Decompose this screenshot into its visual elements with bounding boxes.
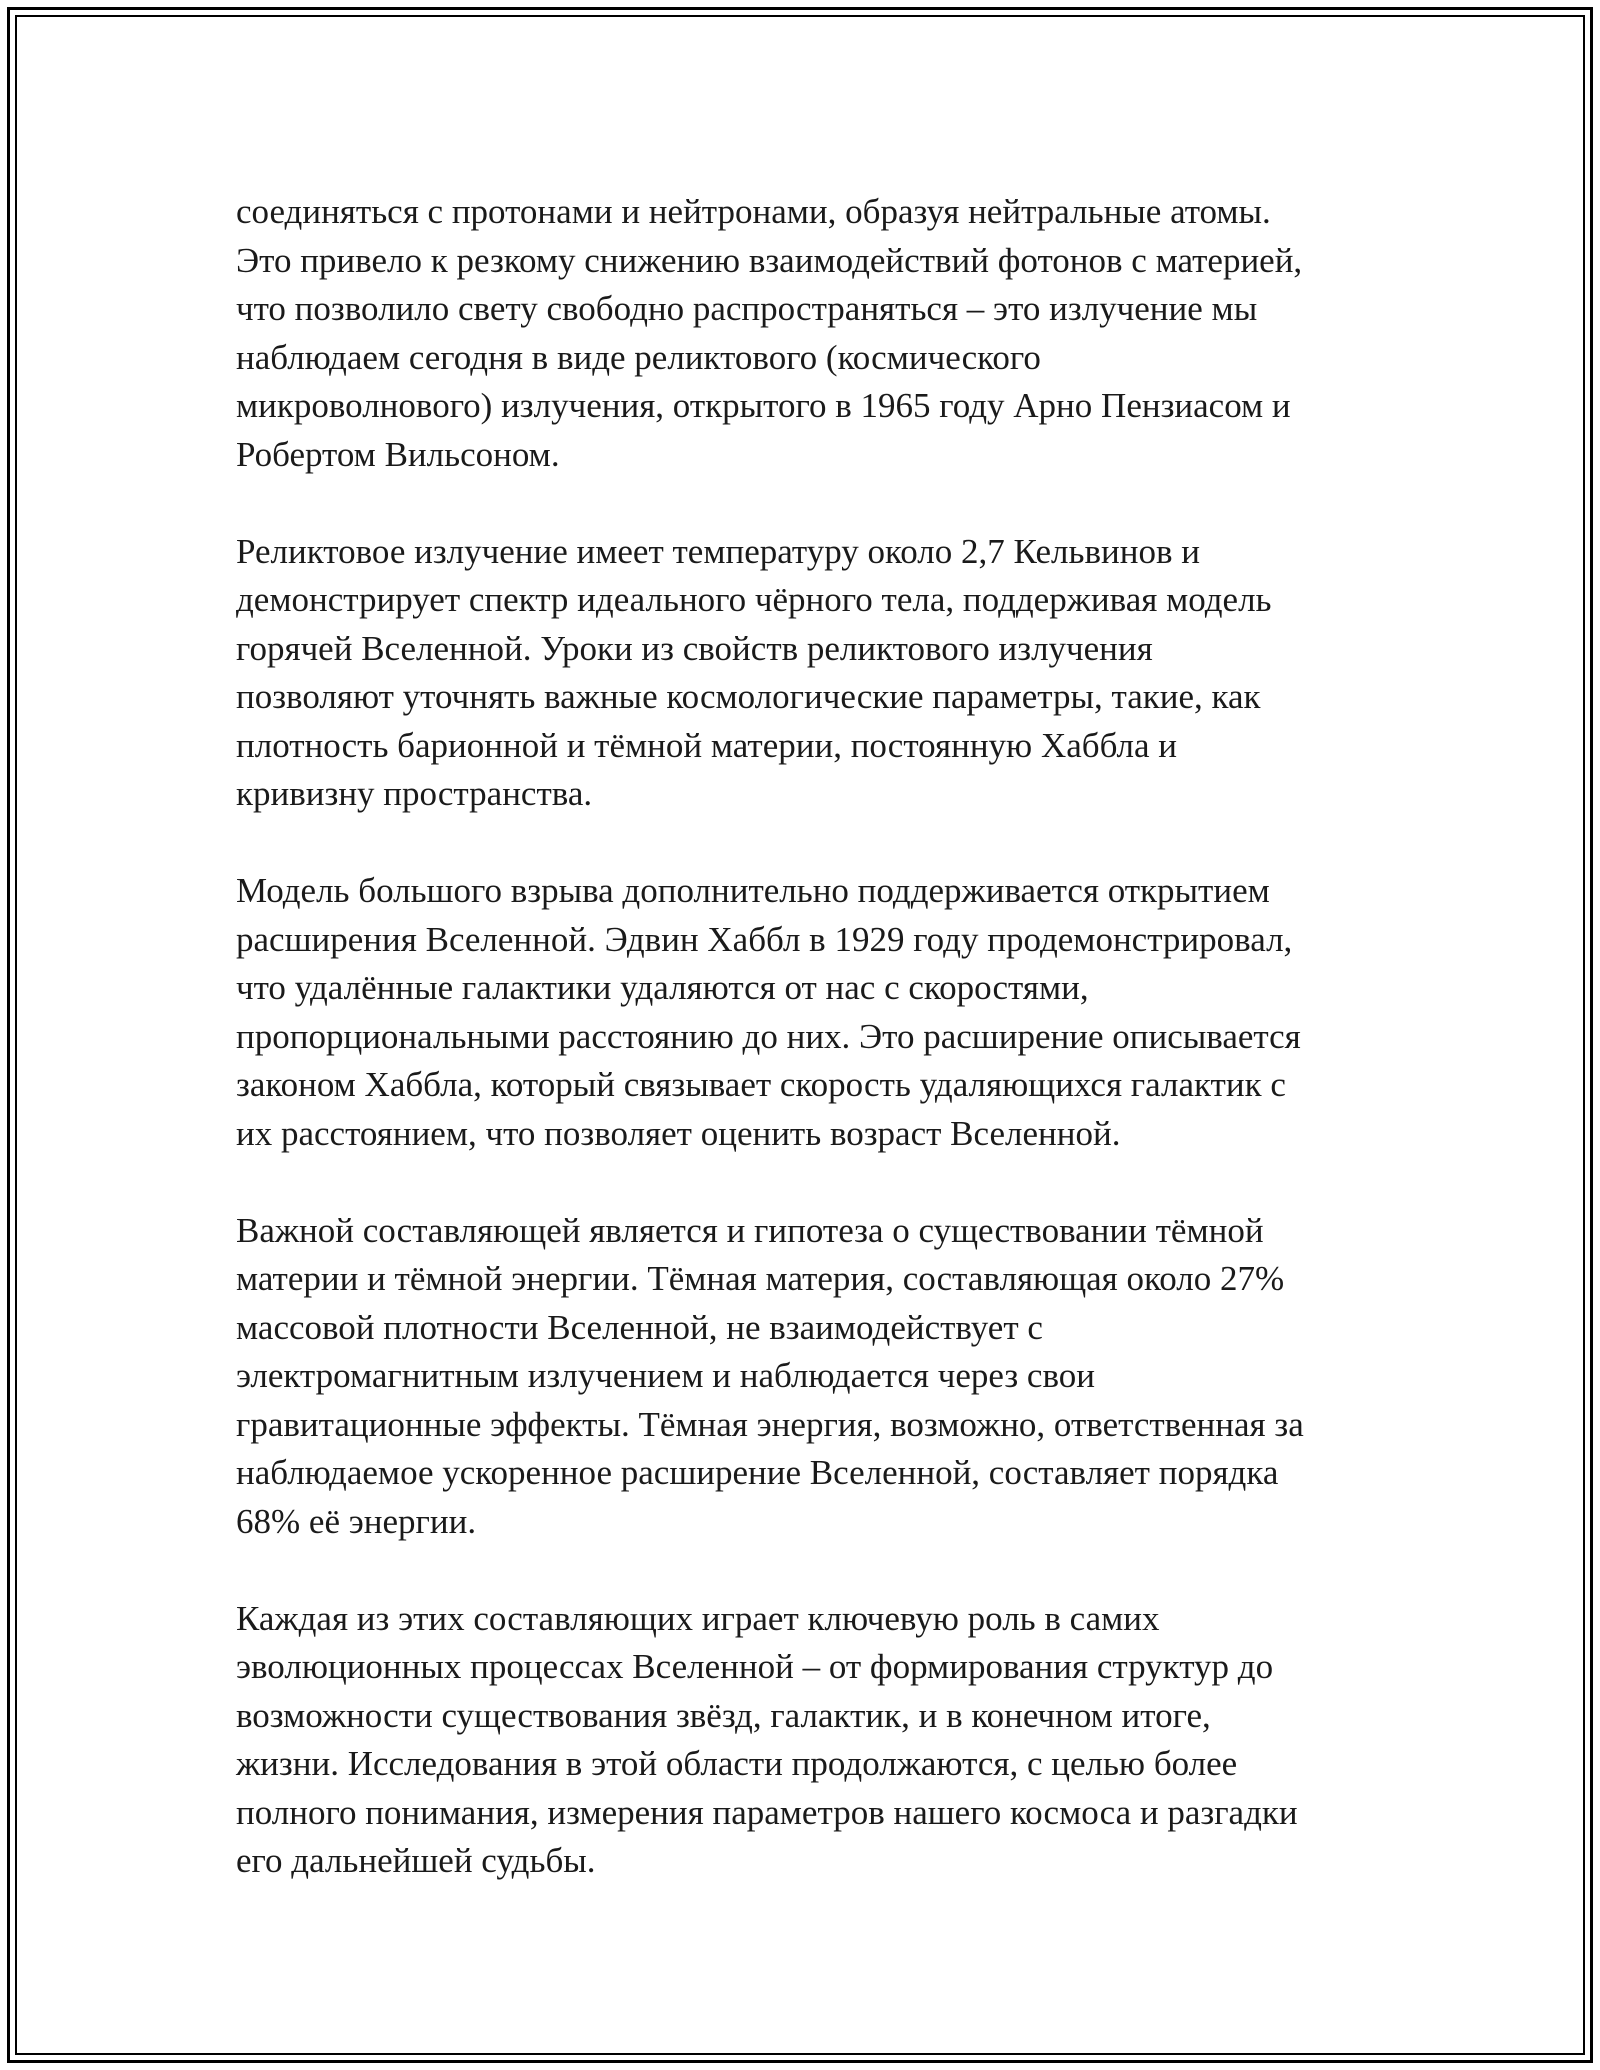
paragraph-3: Модель большого взрыва дополнительно поддерживается открытием расширения Вселенной. Эдвин Хаббл в 1929 году продемонстрировал, что удалённые галактики удаляются от нас с скоростями, пропорциональными расстоянию до них. Это расширение описывается законом Хаббла, который связывает скорость удаляющихся галактик с их расстоянием, что позволяет оценить возраст Вселенной. bbox=[236, 871, 1301, 1153]
paragraph-4: Важной составляющей является и гипотеза о существовании тёмной материи и тёмной энергии. Тёмная материя, составляющая около 27% массовой плотности Вселенной, не взаимодействует с электромагнитным излучением и наблюдается через свои гравитационные эффекты. Тёмная энергия, возможно, ответственная за наблюдаемое ускоренное расширение Вселенной, составляет порядка 68% её энергии. bbox=[236, 1210, 1304, 1541]
paragraph-1: соединяться с протонами и нейтронами, образуя нейтральные атомы. Это привело к резкому снижению взаимодействий фотонов с материей, что позволило свету свободно распространяться – это излучение мы наблюдаем сегодня в виде реликтового (космического микроволнового) излучения, открытого в 1965 году Арно Пензиасом и Робертом Вильсоном. bbox=[236, 192, 1303, 474]
paragraph-5: Каждая из этих составляющих играет ключевую роль в самих эволюционных процессах Вселенной – от формирования структур до возможности существования звёзд, галактик, и в конечном итоге, жизни. Исследования в этой области продолжаются, с целью более полного понимания, измерения параметров нашего космоса и разгадки его дальнейшей судьбы. bbox=[236, 1598, 1298, 1880]
document-body bbox=[236, 188, 1366, 1934]
paragraph-2: Реликтовое излучение имеет температуру около 2,7 Кельвинов и демонстрирует спектр идеального чёрного тела, поддерживая модель горячей Вселенной. Уроки из свойств реликтового излучения позволяют уточнять важные космологические параметры, такие, как плотность барионной и тёмной материи, постоянную Хаббла и кривизну пространства. bbox=[236, 531, 1272, 813]
